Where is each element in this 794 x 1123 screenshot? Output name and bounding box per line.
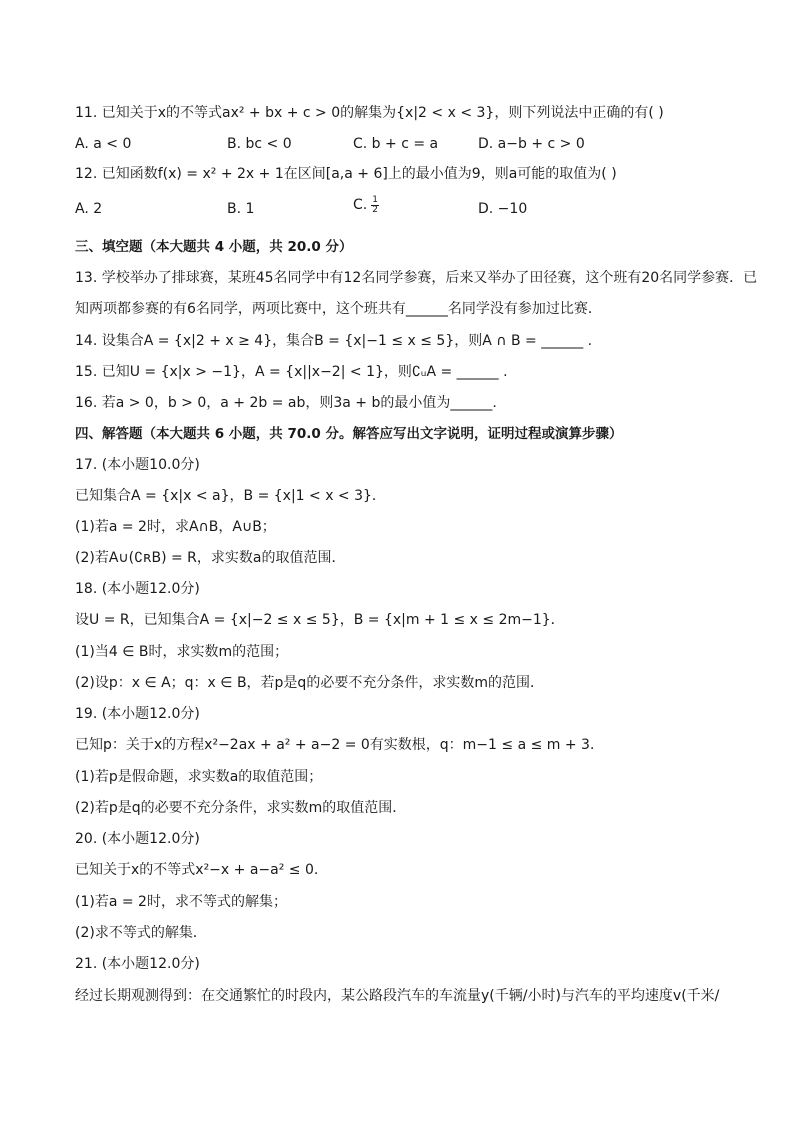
fraction-denominator: 2 [372,204,378,215]
q19-head: 19. (本小题12.0分) [75,706,200,722]
q17-line3: (2)若A∪(∁ʀB) = R，求实数a的取值范围． [75,550,346,566]
q18-line3: (2)设p：x ∈ A；q：x ∈ B，若p是q的必要不充分条件，求实数m的范围． [75,675,544,691]
q17-line2: (1)若a = 2时，求A∩B，A∪B； [75,519,276,535]
q19-line3: (2)若p是q的必要不充分条件，求实数m的取值范围． [75,800,407,816]
q15-text: 15. 已知U = {x|x > −1}，A = {x||x−2| < 1}，则∁ᵤA = ______ . [75,364,508,380]
section-solution-heading: 四、解答题（本大题共 6 小题，共 70.0 分。解答应写出文字说明，证明过程或演算步骤） [75,426,623,442]
q14-text: 14. 设集合A = {x|2 + x ≥ 4}，集合B = {x|−1 ≤ x ≤ 5}，则A ∩ B = ______ . [75,333,593,349]
q12-option-a: A. 2 [75,201,103,217]
q17-head: 17. (本小题10.0分) [75,457,200,473]
q12-stem: 12. 已知函数f(x) = x² + 2x + 1在区间[a,a + 6]上的最小值为9，则a可能的取值为( ) [75,166,617,182]
q21-line1: 经过长期观测得到：在交通繁忙的时段内，某公路段汽车的车流量y(千辆/小时)与汽车的平均速度v(千米/ [75,988,720,1004]
fraction-numerator: 1 [372,194,378,205]
q20-line2: (1)若a = 2时，求不等式的解集； [75,894,287,910]
q12-option-d: D. −10 [478,201,528,217]
q11-option-b: B. bc < 0 [227,136,292,152]
q12-option-b: B. 1 [227,201,255,217]
q20-line3: (2)求不等式的解集． [75,925,207,941]
q16-text: 16. 若a > 0，b > 0，a + 2b = ab，则3a + b的最小值为______. [75,395,497,411]
q13-line1: 13. 学校举办了排球赛，某班45名同学中有12名同学参赛，后来又举办了田径赛，这个班有20名同学参赛．已 [75,270,758,286]
q17-line1: 已知集合A = {x|x < a}，B = {x|1 < x < 3}． [75,488,386,504]
q20-head: 20. (本小题12.0分) [75,831,200,847]
q18-head: 18. (本小题12.0分) [75,581,200,597]
section-fill-in-heading: 三、填空题（本大题共 4 小题，共 20.0 分） [75,239,353,255]
q19-line2: (1)若p是假命题，求实数a的取值范围； [75,769,323,785]
q12-option-c [353,195,379,215]
q13-line2: 知两项都参赛的有6名同学，两项比赛中，这个班共有______名同学没有参加过比赛． [75,301,602,317]
q21-head: 21. (本小题12.0分) [75,956,200,972]
q11-stem: 11. 已知关于x的不等式ax² + bx + c > 0的解集为{x|2 < x < 3}，则下列说法中正确的有( ) [75,105,664,121]
q11-option-c: C. b + c = a [353,136,439,152]
q20-line1: 已知关于x的不等式x²−x + a−a² ≤ 0. [75,862,319,878]
q12-option-c-label: C. [353,197,368,213]
q18-line2: (1)当4 ∈ B时，求实数m的范围； [75,644,289,660]
q11-option-a: A. a < 0 [75,136,132,152]
q19-line1: 已知p：关于x的方程x²−2ax + a² + a−2 = 0有实数根，q：m−1 ≤ a ≤ m + 3． [75,737,604,753]
q11-option-d: D. a−b + c > 0 [478,136,585,152]
q18-line1: 设U = R，已知集合A = {x|−2 ≤ x ≤ 5}，B = {x|m + 1 ≤ x ≤ 2m−1}． [75,612,565,628]
fraction-one-half [371,196,379,215]
